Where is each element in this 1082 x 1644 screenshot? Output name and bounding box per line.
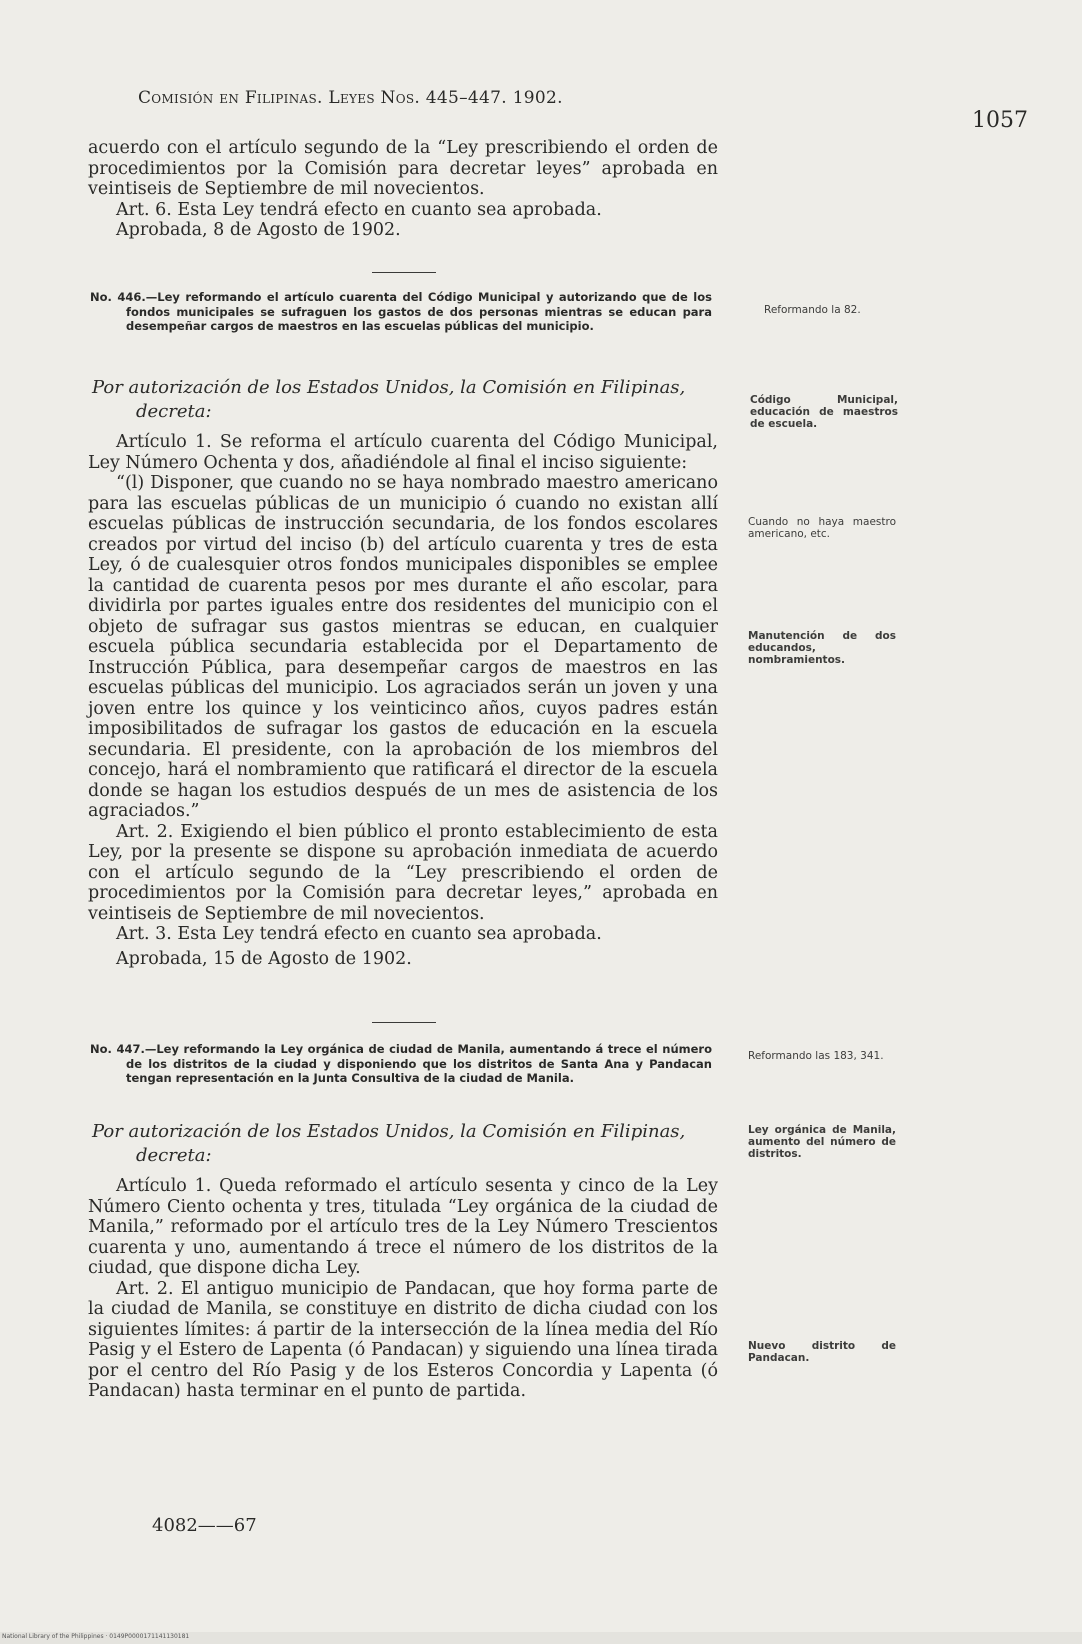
law-446-authority [92,376,722,424]
section-divider [372,272,436,273]
article-1: Artículo 1. Se reforma el artículo cuarenta del Código Municipal, Ley Número Ochenta y dos, añadiéndole al final el inciso siguiente: [88,432,718,473]
continuation-block [88,138,718,241]
margin-note: Cuando no haya maestro americano, etc. [748,516,896,540]
decreta-label: decreta: [136,1145,212,1166]
page-number: 1057 [972,108,1028,133]
law-446-title: No. 446.—Ley reformando el artículo cuarenta del Código Municipal y autorizando que de los fondos municipales se sufraguen los gastos de dos personas mientras se educan para desempeñar cargos de maestros en las escuelas públicas del municipio. [90,290,712,333]
running-header: Comisión en Filipinas. Leyes Nos. 445–447. 1902. [138,88,563,108]
approval-date: Aprobada, 8 de Agosto de 1902. [116,220,401,240]
law-447-body [88,1176,718,1402]
law-447-authority [92,1120,722,1168]
decreta-label: decreta: [136,401,212,422]
article-6: Art. 6. Esta Ley tendrá efecto en cuanto sea aprobada. [116,199,602,220]
article-2: Art. 2. El antiguo municipio de Pandacan, que hoy forma parte de la ciudad de Manila, se constituye en distrito de dicha ciudad con los siguientes límites: á partir de la intersección de la línea media del Río Pasig y el Estero de Lapenta (ó Pandacan) y siguiendo una línea tirada por el centro del Río Pasig y de los Esteros Concordia y Lapenta (ó Pandacan) hasta terminar en el punto de partida. [88,1278,718,1401]
margin-note: Reformando las 183, 341. [748,1050,884,1062]
clause-l: “(l) Disponer, que cuando no se haya nombrado maestro americano para las escuelas públicas de un municipio ó cuando no existan allí escuelas públicas de instrucción secundaria, de los fondos escolares creados por virtud del inciso (b) del artículo cuarenta y tres de esta Ley, ó de cualesquier otros fondos municipales disponibles se emplee la cantidad de cuarenta pesos por mes durante el año escolar, para dividirla por partes iguales entre dos residentes del municipio con el objeto de sufragar sus gastos mientras se educan, en cualquier escuela pública secundaria establecida por el Departamento de Instrucción Pública, para desempeñar cargos de maestros en las escuelas públicas del municipio. Los agraciados serán un joven y una joven entre los quince y los veinticinco años, cuyos padres están imposibilitados de sufragar los gastos de educación en la escuela secundaria. El presidente, con la aprobación de los miembros del concejo, hará el nombramiento que ratificará el director de la escuela donde se hagan los estudios después de un mes de asistencia de los agraciados.” [88,473,718,821]
continuation-paragraph: acuerdo con el artículo segundo de la “Ley prescribiendo el orden de procedimientos por la Comisión para decretar leyes” aprobada en veintiseis de Septiembre de mil novecientos. [88,138,718,199]
law-446-body [88,432,718,969]
article-1: Artículo 1. Queda reformado el artículo sesenta y cinco de la Ley Número Ciento ochenta y tres, titulada “Ley orgánica de la ciudad de Manila,” reformado por el artículo tres de la Ley Número Trescientos cuarenta y uno, aumentando á trece el número de los distritos de la ciudad, que dispone dicha Ley. [88,1176,718,1278]
section-divider [372,1022,436,1023]
margin-note: Manutención de dos educandos, nombramientos. [748,630,896,666]
approval-date: Aprobada, 15 de Agosto de 1902. [116,948,412,969]
law-447-title: No. 447.—Ley reformando la Ley orgánica de ciudad de Manila, aumentando á trece el número de los distritos de la ciudad y disponiendo que los distritos de Santa Ana y Pandacan tengan representación en la Junta Consultiva de la ciudad de Manila. [90,1042,712,1085]
margin-note: Código Municipal, educación de maestros de escuela. [750,394,898,430]
article-2: Art. 2. Exigiendo el bien público el pronto establecimiento de esta Ley, por la presente se dispone su aprobación inmediata de acuerdo con el artículo segundo de la “Ley prescribiendo el orden de procedimientos por la Comisión para decretar leyes,” aprobada en veintiseis de Septiembre de mil novecientos. [88,821,718,924]
margin-note: Ley orgánica de Manila, aumento del número de distritos. [748,1124,896,1160]
margin-note: Reformando la 82. [764,304,861,316]
printer-signature: 4082——67 [152,1515,257,1536]
scan-footer: National Library of the Philippines · 0149P0000171141130181 [0,1632,1082,1644]
margin-note: Nuevo distrito de Pandacan. [748,1340,896,1364]
authority-clause: Por autorización de los Estados Unidos, la Comisión en Filipinas, [92,377,686,398]
authority-clause: Por autorización de los Estados Unidos, la Comisión en Filipinas, [92,1121,686,1142]
article-3: Art. 3. Esta Ley tendrá efecto en cuanto sea aprobada. [116,924,602,944]
